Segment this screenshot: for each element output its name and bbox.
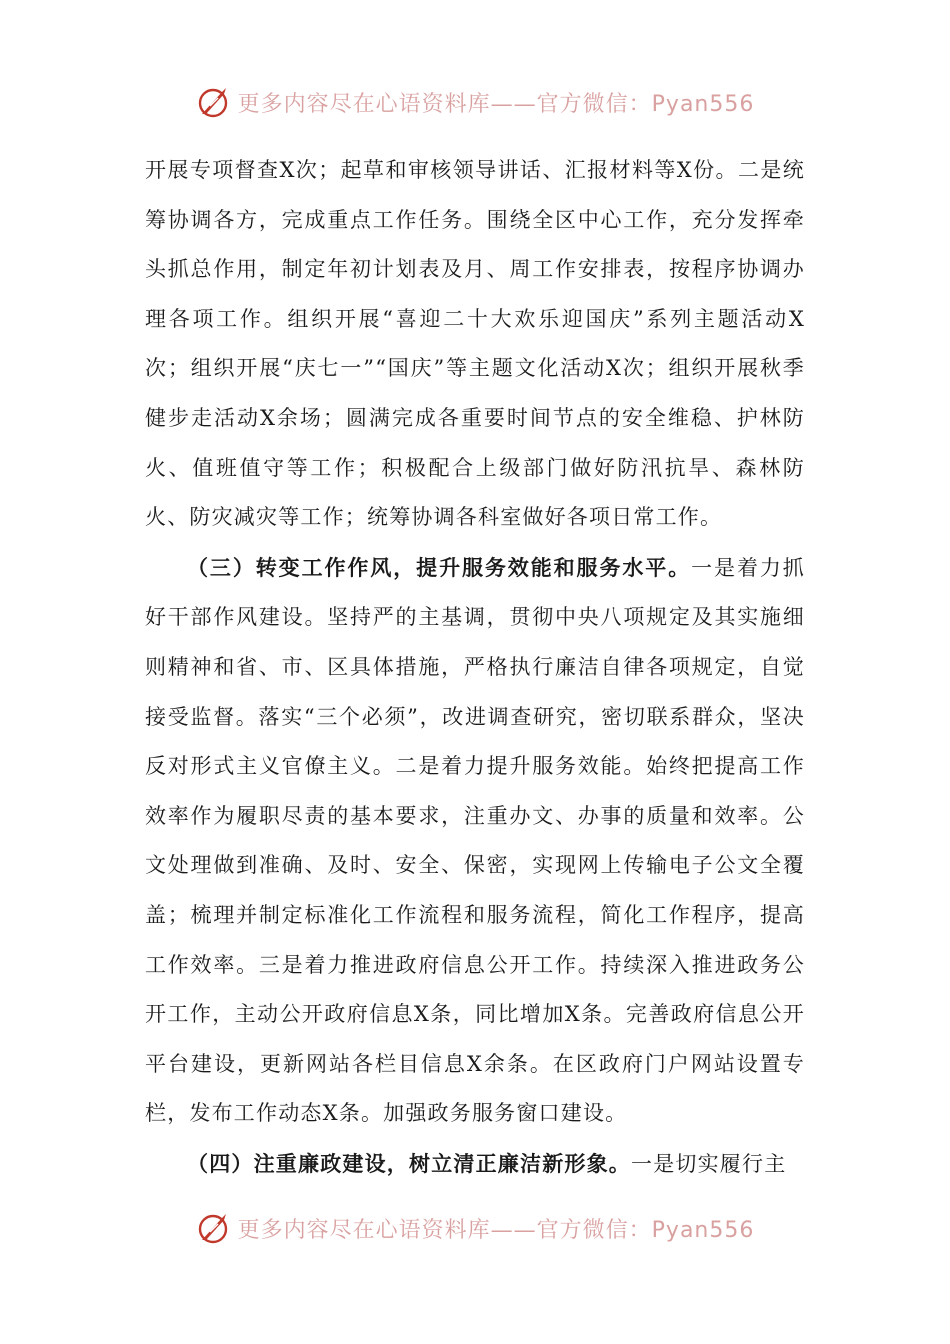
wechat-id: Pyan556 — [651, 91, 755, 117]
document-body — [145, 146, 805, 1189]
quill-pen-logo-icon — [196, 1210, 232, 1246]
watermark-text: 更多内容尽在心语资料库——官方微信：Pyan556 — [237, 91, 755, 117]
watermark-text: 更多内容尽在心语资料库——官方微信：Pyan556 — [237, 1217, 755, 1243]
header-watermark — [0, 84, 950, 120]
paragraph-section-3 — [145, 543, 805, 1139]
paragraph-body: 一是着力抓好干部作风建设。坚持严的主基调，贯彻中央八项规定及其实施细则精神和省、市、区具体措施，严格执行廉洁自律各项规定，自觉接受监督。落实“三个必须”，改进调查研究，密切联系群众，坚决反对形式主义官僚主义。二是着力提升服务效能。始终把提高工作效率作为履职尽责的基本要求，注重办文、办事的质量和效率。公文处理做到准确、及时、安全、保密，实现网上传输电子公文全覆盖；梳理并制定标准化工作流程和服务流程，简化工作程序，提高工作效率。三是着力推进政府信息公开工作。持续深入推进政务公开工作，主动公开政府信息X条，同比增加X条。完善政府信息公开平台建设，更新网站各栏目信息X余条。在区政府门户网站设置专栏，发布工作动态X条。加强政务服务窗口建设。 — [145, 555, 806, 1126]
paragraph-body: 一是切实履行主 — [631, 1151, 787, 1176]
paragraph-section-4 — [145, 1139, 805, 1190]
quill-pen-logo-icon — [196, 84, 232, 120]
paragraph-body: 开展专项督查X次；起草和审核领导讲话、汇报材料等X份。二是统筹协调各方，完成重点工作任务。围绕全区中心工作，充分发挥牵头抓总作用，制定年初计划表及月、周工作安排表，按程序协调办理各项工作。组织开展“喜迎二十大欢乐迎国庆”系列主题活动X次；组织开展“庆七一”“国庆”等主题文化活动X次；组织开展秋季健步走活动X余场；圆满完成各重要时间节点的安全维稳、护林防火、值班值守等工作；积极配合上级部门做好防汛抗旱、森林防火、防灾减灾等工作；统筹协调各科室做好各项日常工作。 — [145, 158, 805, 530]
section-heading: （四）注重廉政建设，树立清正廉洁新形象。 — [187, 1150, 631, 1176]
paragraph-continued — [145, 146, 805, 543]
section-heading: （三）转变工作作风，提升服务效能和服务水平。 — [187, 554, 692, 580]
footer-watermark — [0, 1210, 950, 1246]
wechat-id: Pyan556 — [651, 1217, 755, 1243]
